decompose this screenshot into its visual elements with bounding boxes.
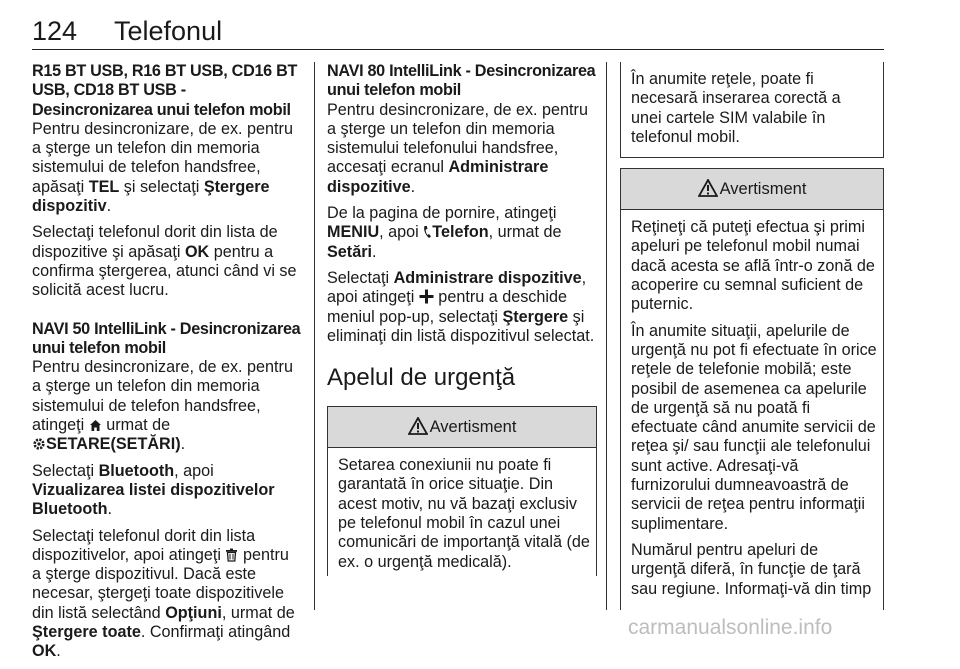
paragraph: Selectaţi Bluetooth, apoi Vizualizarea listei dispozitivelor Bluetooth. <box>32 461 275 519</box>
warning-icon <box>698 179 718 197</box>
paragraph: Reţineţi că puteţi efectua şi primi apeluri pe telefonul mobil numai dacă acesta se află într-o zonă de acoperire cu semnal suficient de puternic. <box>631 218 875 314</box>
section-heading-r15: R15 BT USB, R16 BT USB, CD16 BT USB, CD18 BT USB - Desincronizarea unui telefon mobil <box>32 62 298 119</box>
section-heading-navi80: NAVI 80 IntelliLink - Desincronizarea unui telefon mobil <box>327 62 596 100</box>
note-box: În anumite reţele, poate fi necesară inserarea corectă a unei cartele SIM valabile în telefonul mobil. <box>620 62 884 158</box>
paragraph: Selectaţi Administrare dispozitive, apoi atingeţi pentru a deschide meniul pop-up, selectaţi Ştergere şi eliminaţi din listă dispozitivul selectat. <box>327 268 595 345</box>
warning-title: Avertisment <box>429 418 517 437</box>
section-heading-navi50: NAVI 50 IntelliLink - Desincronizarea unui telefon mobil <box>32 319 301 357</box>
page-number: 124 <box>32 16 78 46</box>
column-1 <box>32 62 302 669</box>
paragraph: Pentru desincronizare, de ex. pentru a şterge un telefon din memoria sistemului de telefon handsfree, atingeţi urmat de SETARE(SETĂRI). <box>32 358 293 454</box>
paragraph: Numărul pentru apeluri de urgenţă diferă, în funcţie de ţară sau regiune. Informaţi-vă din timp <box>631 540 872 598</box>
warning-icon <box>408 417 428 435</box>
paragraph: Selectaţi telefonul dorit din lista de dispozitive şi apăsaţi OK pentru a confirma ştergerea, atunci când vi se solicită acest lucru. <box>32 223 297 300</box>
trash-icon <box>225 548 238 562</box>
gear-icon <box>32 437 46 451</box>
column-divider-1 <box>314 62 315 610</box>
home-icon <box>89 419 102 432</box>
plus-icon <box>419 289 434 304</box>
paragraph: Selectaţi telefonul dorit din lista dispozitivelor, apoi atingeţi pentru a şterge dispozitivul. Dacă este necesar, ştergeţi toate dispozitivele din listă selectând Opţiuni, urmat de Ştergere toate. Confirmaţi atingând OK. <box>32 526 295 661</box>
warning-box <box>620 168 884 610</box>
page-header <box>32 16 884 50</box>
column-3 <box>620 62 884 610</box>
warning-body <box>621 210 883 610</box>
paragraph: În anumite situaţii, apelurile de urgenţă nu pot fi efectuate în orice reţele de telefonie mobilă; este posibil de asemenea ca apelurile de urgenţă să nu poată fi efectuate când anumite servicii de reţea şi/ sau funcţii ale telefonului sunt active. Adresaţi-vă furnizorului dumneavoastră de servicii de reţea pentru informaţii suplimentare. <box>631 321 877 533</box>
watermark: carmanualsonline.info <box>628 616 833 639</box>
paragraph: De la pagina de pornire, atingeţi MENIU, apoi Telefon, urmat de Setări. <box>327 204 562 261</box>
header-rule <box>32 49 884 50</box>
warning-body: Setarea conexiunii nu poate fi garantată în orice situaţie. Din acest motiv, nu vă bazaţi exclusiv pe telefonul mobil în cazul unei comunicări de importanţă vitală (de ex. o urgenţă medicală). <box>338 456 590 571</box>
page-title: Telefonul <box>114 16 223 46</box>
warning-header <box>328 406 596 448</box>
column-2 <box>327 62 597 576</box>
warning-title: Avertisment <box>719 180 807 199</box>
paragraph: Pentru desincronizare, de ex. pentru a şterge un telefon din memoria sistemului de telefon handsfree, apăsaţi TEL şi selectaţi Ştergere dispozitiv. <box>32 119 293 216</box>
phone-icon <box>423 225 432 239</box>
column-divider-2 <box>606 62 607 610</box>
warning-header <box>621 168 883 210</box>
warning-box <box>327 406 597 576</box>
paragraph: Pentru desincronizare, de ex. pentru a şterge un telefon din memoria sistemului telefonului handsfree, accesaţi ecranul Administrare dispozitive. <box>327 100 588 196</box>
section-heading-emergency-call: Apelul de urgenţă <box>327 364 516 392</box>
